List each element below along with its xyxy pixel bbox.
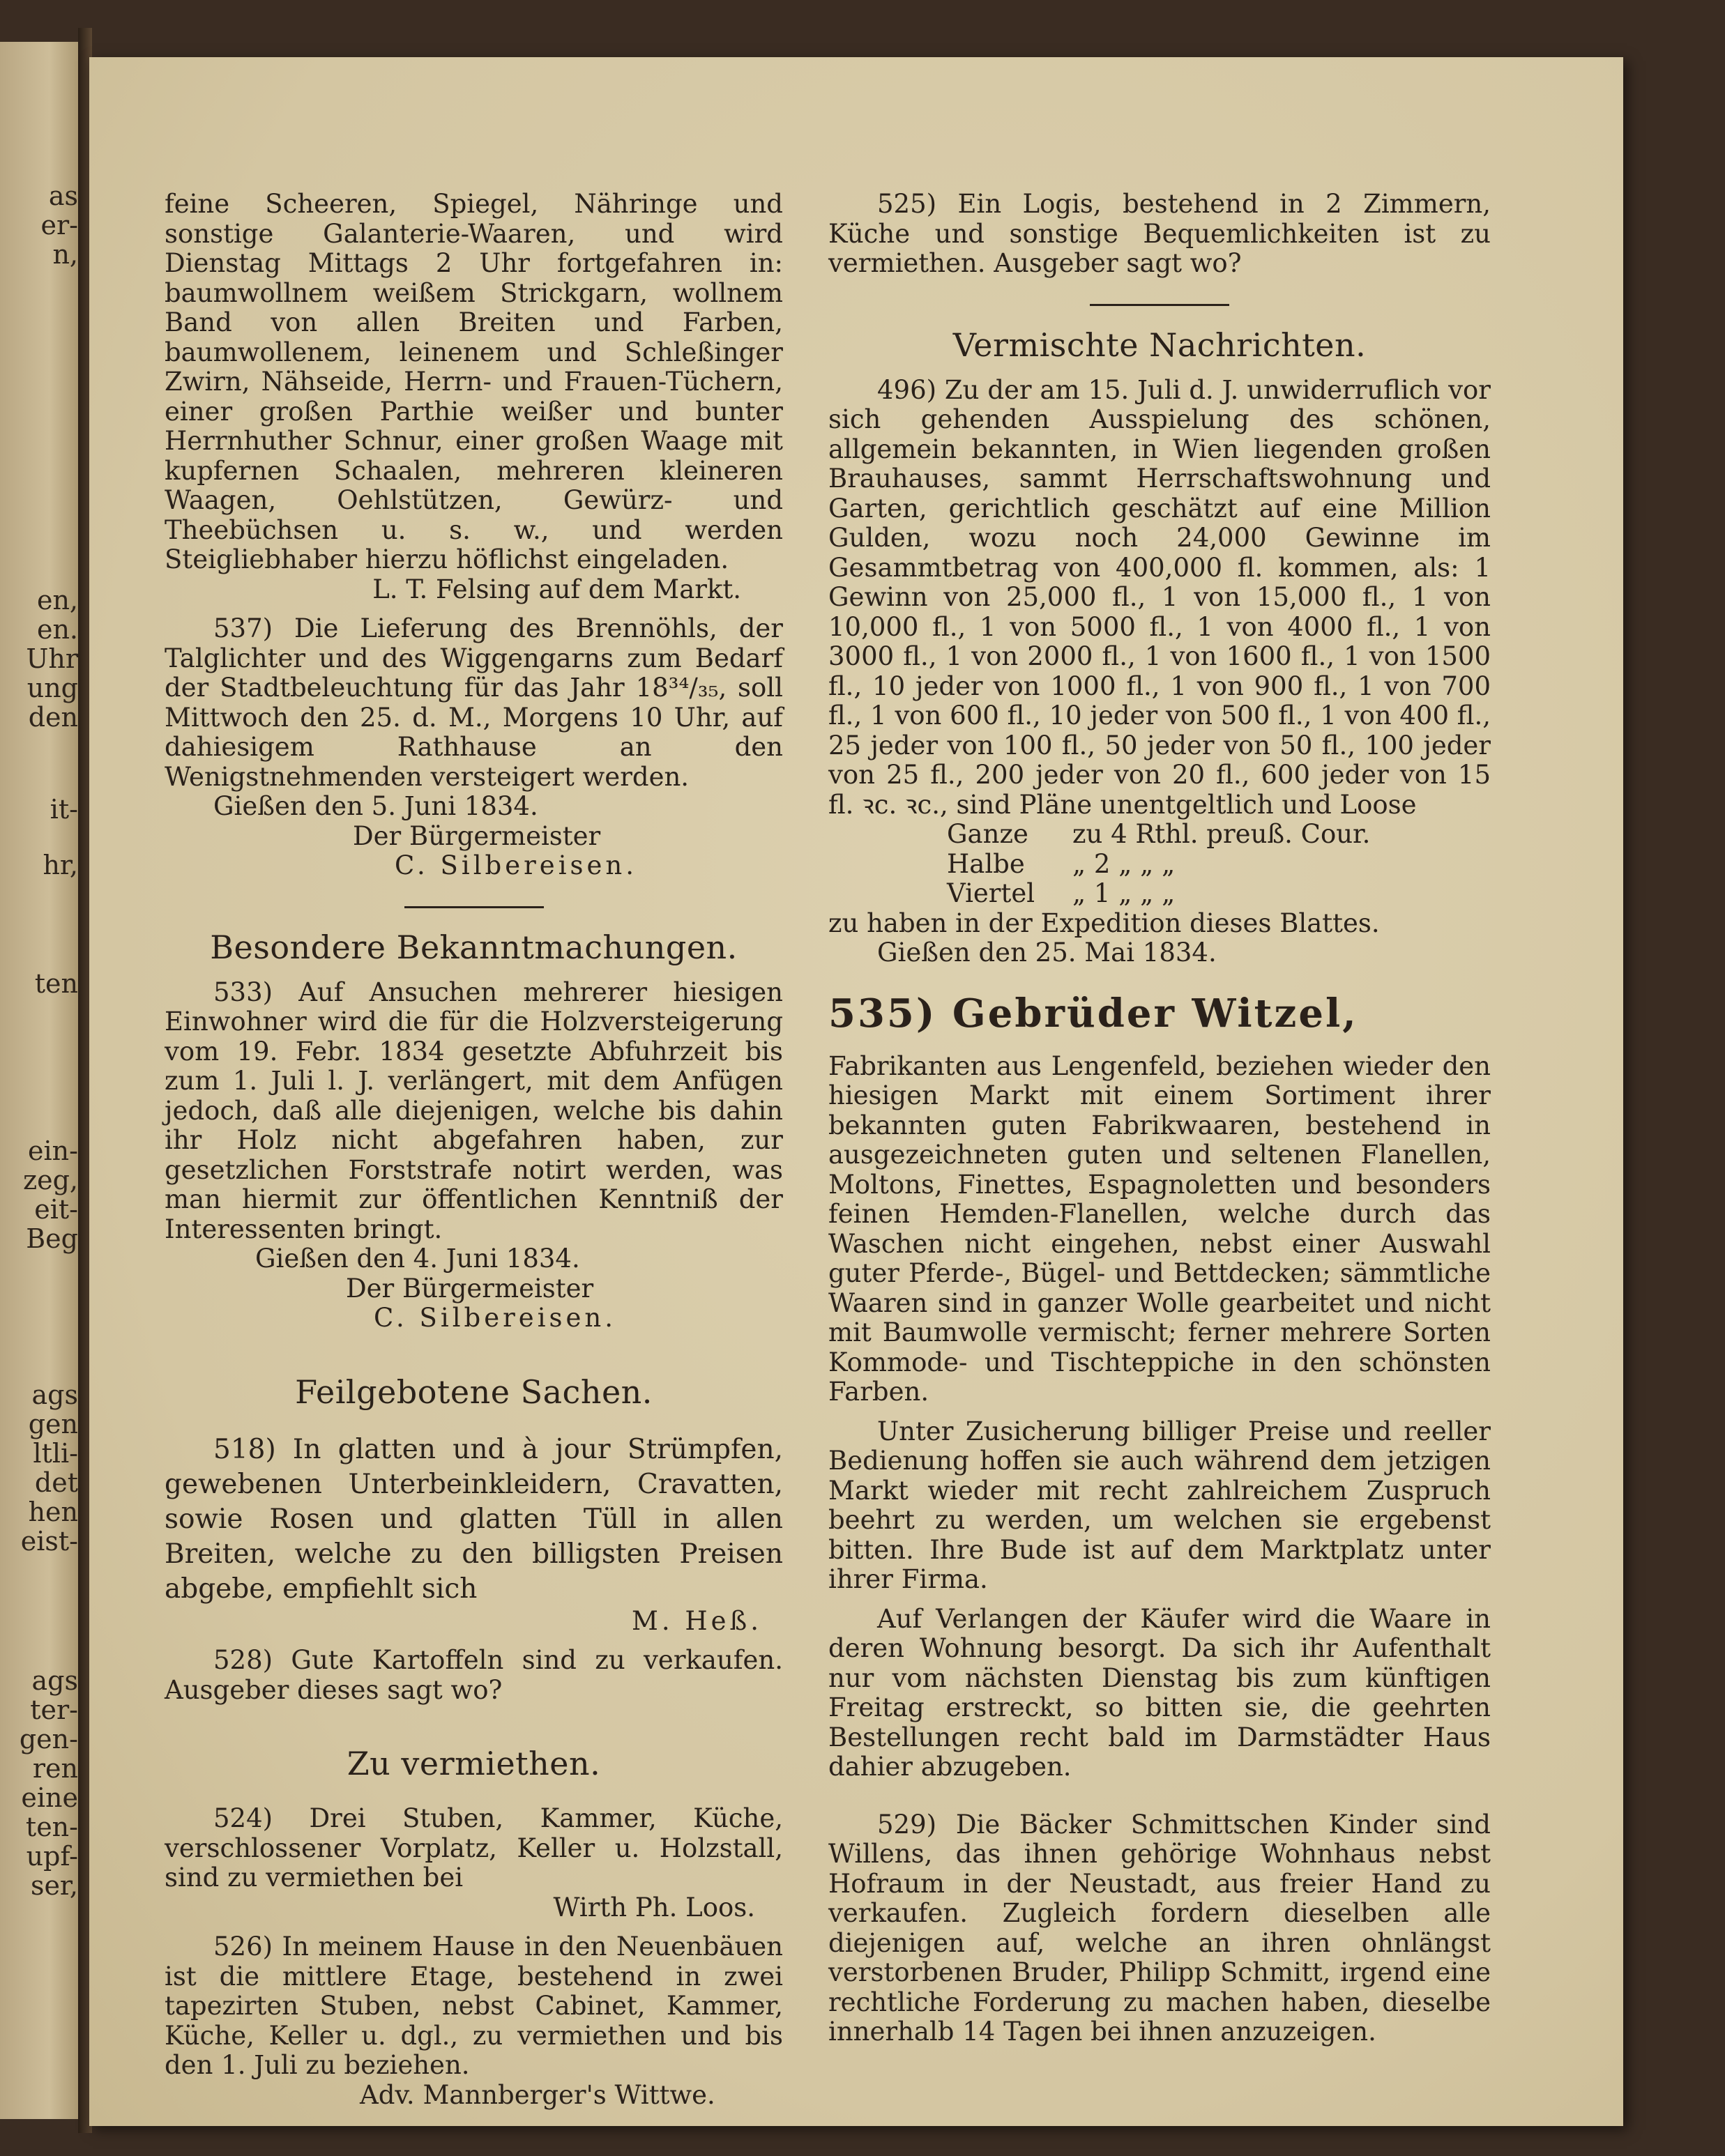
ad-535-title: 535) Gebrüder Witzel, (828, 990, 1358, 1037)
ad-524-signature: Wirth Ph. Loos. (553, 1892, 755, 1922)
ad-526: 526) In meinem Hause in den Neuenbäuen ist die mittlere Etage, bestehend in zwei tapezirten Stuben, nebst Cabinet, Kammer, Küche, Keller u. dgl., zu vermiethen und bis den 1. Juli zu beziehen. (165, 1932, 783, 2080)
fragment: Beg (26, 1223, 78, 1254)
ad-533-signature-title: Der Bürgermeister (346, 1273, 594, 1303)
ad-537-date: Gießen den 5. Juni 1834. (213, 791, 538, 821)
heading-feilgebotene: Feilgebotene Sachen. (295, 1373, 653, 1411)
heading-vermischte: Vermischte Nachrichten. (952, 326, 1367, 364)
fragment: ren (32, 1753, 78, 1784)
fragment: den (28, 702, 78, 733)
fragment: hen (28, 1497, 78, 1527)
ad-535-paragraph-2: Unter Zusicherung billiger Preise und reeller Bedienung hoffen sie auch während dem jetzigen Markt wieder mit recht zahlreichem Zuspruch beehrt zu werden, um welchen sie ergebenst bitten. Ihre Bude ist auf dem Marktplatz unter ihrer Firma. (828, 1416, 1491, 1594)
fragment: Uhr (26, 643, 78, 674)
heading-vermiethen: Zu vermiethen. (347, 1745, 601, 1782)
ad-524: 524) Drei Stuben, Kammer, Küche, verschlossener Vorplatz, Keller u. Holzstall, sind zu vermiethen bei (165, 1803, 783, 1893)
price-row (828, 820, 1491, 850)
fragment: gen- (19, 1724, 78, 1754)
ad-518: 518) In glatten und à jour Strümpfen, gewebenen Unterbeinkleidern, Cravatten, sowie Rosen und glatten Tüll in allen Breiten, welche zu den billigsten Preisen abgebe, empfiehlt sich (165, 1433, 783, 1605)
heading-besondere: Besondere Bekanntmachungen. (210, 928, 738, 966)
fragment: en. (36, 614, 78, 645)
fragment: ser, (30, 1870, 78, 1901)
fragment: gen (28, 1409, 78, 1439)
fragment: eist- (20, 1526, 78, 1557)
fragment: ten- (25, 1812, 78, 1842)
fragment: ags (31, 1379, 78, 1410)
section-rule (1090, 304, 1229, 306)
fragment: n, (52, 239, 78, 270)
price-value: „ 2 „ „ „ (1072, 848, 1176, 879)
price-value: zu 4 Rthl. preuß. Cour. (1072, 819, 1371, 849)
ad-496: 496) Zu der am 15. Juli d. J. unwiderruflich vor sich gehenden Ausspielung des schönen, allgemein bekannten, in Wien liegenden großen Brauhauses, sammt Herrschaftswohnung und Garten, gerichtlich geschätzt auf eine Million Gulden, wozu noch 24,000 Gewinne im Gesammtbetrag von 400,000 fl. kommen, als: 1 Gewinn von 25,000 fl., 1 von 15,000 fl., 1 von 10,000 fl., 1 von 5000 fl., 1 von 4000 fl., 1 von 3000 fl., 1 von 2000 fl., 1 von 1600 fl., 1 von 1500 fl., 10 jeder von 1000 fl., 1 von 900 fl., 1 von 700 fl., 1 von 600 fl., 10 jeder von 500 fl., 1 von 400 fl., 25 jeder von 100 fl., 50 jeder von 50 fl., 100 jeder von 25 fl., 200 jeder von 20 fl., 600 jeder von 15 fl. ꝛc. ꝛc., sind Pläne unentgeltlich und Loose (828, 374, 1491, 820)
fragment: it- (50, 794, 78, 825)
fragment: hr, (43, 850, 78, 880)
ad-496-date: Gießen den 25. Mai 1834. (877, 938, 1217, 968)
ad-518-signature: M. Heß. (631, 1605, 762, 1636)
ad-496-end: zu haben in der Expedition dieses Blattes. (828, 908, 1380, 938)
ad-529: 529) Die Bäcker Schmittschen Kinder sind Willens, das ihnen gehörige Wohnhaus nebst Hofraum in der Neustadt, aus freier Hand zu verkaufen. Zugleich fordern dieselben alle diejenigen auf, welche an ihren ohnlängst verstorbenen Bruder, Philipp Schmitt, irgend eine rechtliche Forderung zu machen haben, dieselbe innerhalb 14 Tagen bei ihnen anzuzeigen. (828, 1809, 1491, 2047)
price-label: Viertel (947, 878, 1035, 908)
section-rule (404, 906, 544, 908)
ad-528: 528) Gute Kartoffeln sind zu verkaufen. Ausgeber dieses sagt wo? (165, 1645, 783, 1705)
newspaper-page (89, 57, 1623, 2126)
ad-537: 537) Die Lieferung des Brennöhls, der Talglichter und des Wiggengarns zum Bedarf der Stadtbeleuchtung für das Jahr 18³⁴/₃₅, soll Mittwoch den 25. d. M., Morgens 10 Uhr, auf dahiesigem Rathhause an den Wenigstnehmenden versteigert werden. (165, 613, 783, 792)
intro-signature: L. T. Felsing auf dem Markt. (372, 574, 741, 604)
right-column (828, 190, 1491, 2047)
ad-525: 525) Ein Logis, bestehend in 2 Zimmern, Küche und sonstige Bequemlichkeiten ist zu vermiethen. Ausgeber sagt wo? (828, 189, 1491, 278)
fragment: ter- (30, 1695, 78, 1725)
ad-535-paragraph-1: Fabrikanten aus Lengenfeld, beziehen wieder den hiesigen Markt mit einem Sortiment ihrer bekannten guten Fabrikwaaren, bestehend in ausgezeichneten guten und seltenen Flanellen, Moltons, Finettes, Espagnoletten und besonders feinen Hemden-Flanellen, welche durch das Waschen nicht eingehen, nebst einer Auswahl guter Pferde-, Bügel- und Bettdecken; sämmtliche Waaren sind in ganzer Wolle gearbeitet und nicht mit Baumwolle vermischt; ferner mehrere Sorten Kommode- und Tischteppiche in den schönsten Farben. (828, 1050, 1491, 1407)
fragment: er- (40, 210, 78, 240)
ad-533: 533) Auf Ansuchen mehrerer hiesigen Einwohner wird die für die Holzversteigerung vom 19. Febr. 1834 gesetzte Abfuhrzeit bis zum 1. Juli l. J. verlängert, mit dem Anfügen jedoch, daß alle diejenigen, welche bis dahin ihr Holz nicht abgefahren haben, zur gesetzlichen Forststrafe notirt werden, was man hiermit zur öffentlichen Kenntniß der Interessenten bringt. (165, 977, 783, 1244)
fragment: ags (31, 1665, 78, 1696)
fragment: eit- (34, 1194, 78, 1225)
ad-533-signature-name: C. Silbereisen. (374, 1303, 617, 1333)
left-column (165, 190, 783, 2110)
fragment: ung (26, 673, 78, 703)
fragment: ltli- (33, 1438, 78, 1469)
ad-537-signature-title: Der Bürgermeister (353, 820, 601, 851)
price-value: „ 1 „ „ „ (1072, 878, 1176, 908)
fragment: upf- (26, 1841, 78, 1872)
fragment: en, (36, 585, 78, 616)
fragment: eine (21, 1782, 78, 1813)
facing-page-edge (0, 42, 82, 2119)
price-row (828, 850, 1491, 880)
ad-537-signature-name: C. Silbereisen. (395, 850, 638, 880)
fragment: det (34, 1467, 78, 1498)
ad-533-date: Gießen den 4. Juni 1834. (255, 1244, 580, 1274)
fragment: ein- (28, 1136, 78, 1166)
fragment: zeg, (23, 1165, 78, 1195)
fragment: ten (34, 968, 78, 999)
ad-526-signature: Adv. Mannberger's Wittwe. (360, 2079, 715, 2110)
price-label: Halbe (947, 848, 1025, 879)
price-label: Ganze (947, 819, 1028, 849)
fragment: as (48, 181, 78, 211)
intro-paragraph: feine Scheeren, Spiegel, Nähringe und sonstige Galanterie-Waaren, und wird Dienstag Mittags 2 Uhr fortgefahren in: baumwollnem weißem Strickgarn, wollnem Band von allen Breiten und Farben, baumwollenem, leinenem und Schleßinger Zwirn, Nähseide, Herrn- und Frauen-Tüchern, einer großen Parthie weißer und bunter Herrnhuther Schnur, einer großen Waage mit kupfernen Schaalen, mehreren kleineren Waagen, Oehlstützen, Gewürz- und Theebüchsen u. s. w., und werden Steigliebhaber hierzu höflichst eingeladen. (165, 189, 783, 574)
price-row (828, 879, 1491, 909)
ad-535-paragraph-3: Auf Verlangen der Käufer wird die Waare in deren Wohnung besorgt. Da sich ihr Aufenthalt nur vom nächsten Dienstag bis zum künftigen Freitag erstreckt, so bitten sie, die geehrten Bestellungen recht bald im Darmstädter Haus dahier abzugeben. (828, 1603, 1491, 1782)
